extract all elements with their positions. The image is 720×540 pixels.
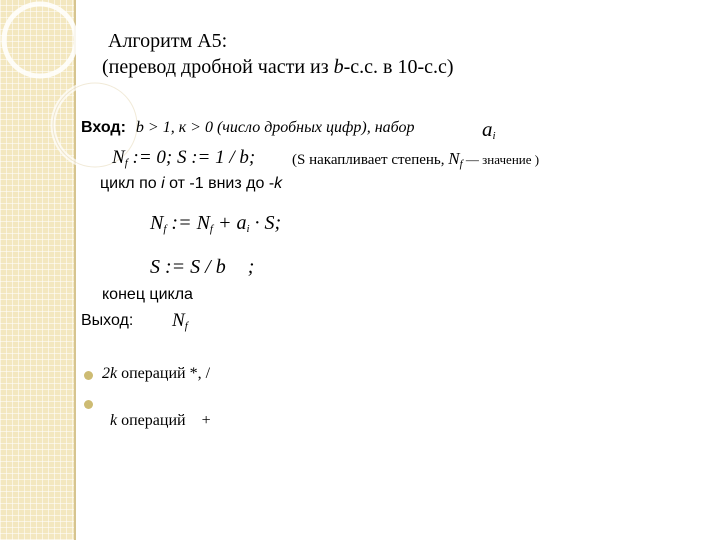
bullet-item-2: k операций + (110, 412, 211, 429)
input-line (81, 119, 414, 137)
bullet-item-1: 2k операций *, / (102, 365, 211, 382)
loop-end-line: конец цикла (102, 286, 193, 303)
input-variable-ai: $a_i$ (482, 117, 496, 142)
decorative-circles-graphic (0, 0, 140, 170)
output-line (81, 312, 133, 330)
loop-start-line: цикл по i от -1 вниз до -k (100, 175, 283, 192)
init-formula: $N_f$ := 0; S := 1 / b; (112, 147, 256, 169)
input-text: b > 1, к > 0 (число дробных цифр), набор (135, 119, 415, 136)
slide-title-line2: (перевод дробной части из b-с.с. в 10-с.с) (102, 56, 454, 78)
input-label: Вход: (81, 119, 126, 136)
output-label: Выход: (81, 312, 134, 329)
bullet-marker-1 (84, 371, 93, 380)
loop-equation-accumulate: $N_f$ := $N_f + a_i \cdot S$; (150, 212, 282, 235)
init-comment: (S накапливает степень, $N_f$ — значение ) (292, 149, 540, 170)
slide-title-line1: Алгоритм А5: (108, 30, 228, 52)
bullet-marker-2 (84, 400, 93, 409)
output-variable: $N_f$ (172, 310, 188, 332)
loop-equation-scale: S := S / b ; (150, 256, 255, 278)
